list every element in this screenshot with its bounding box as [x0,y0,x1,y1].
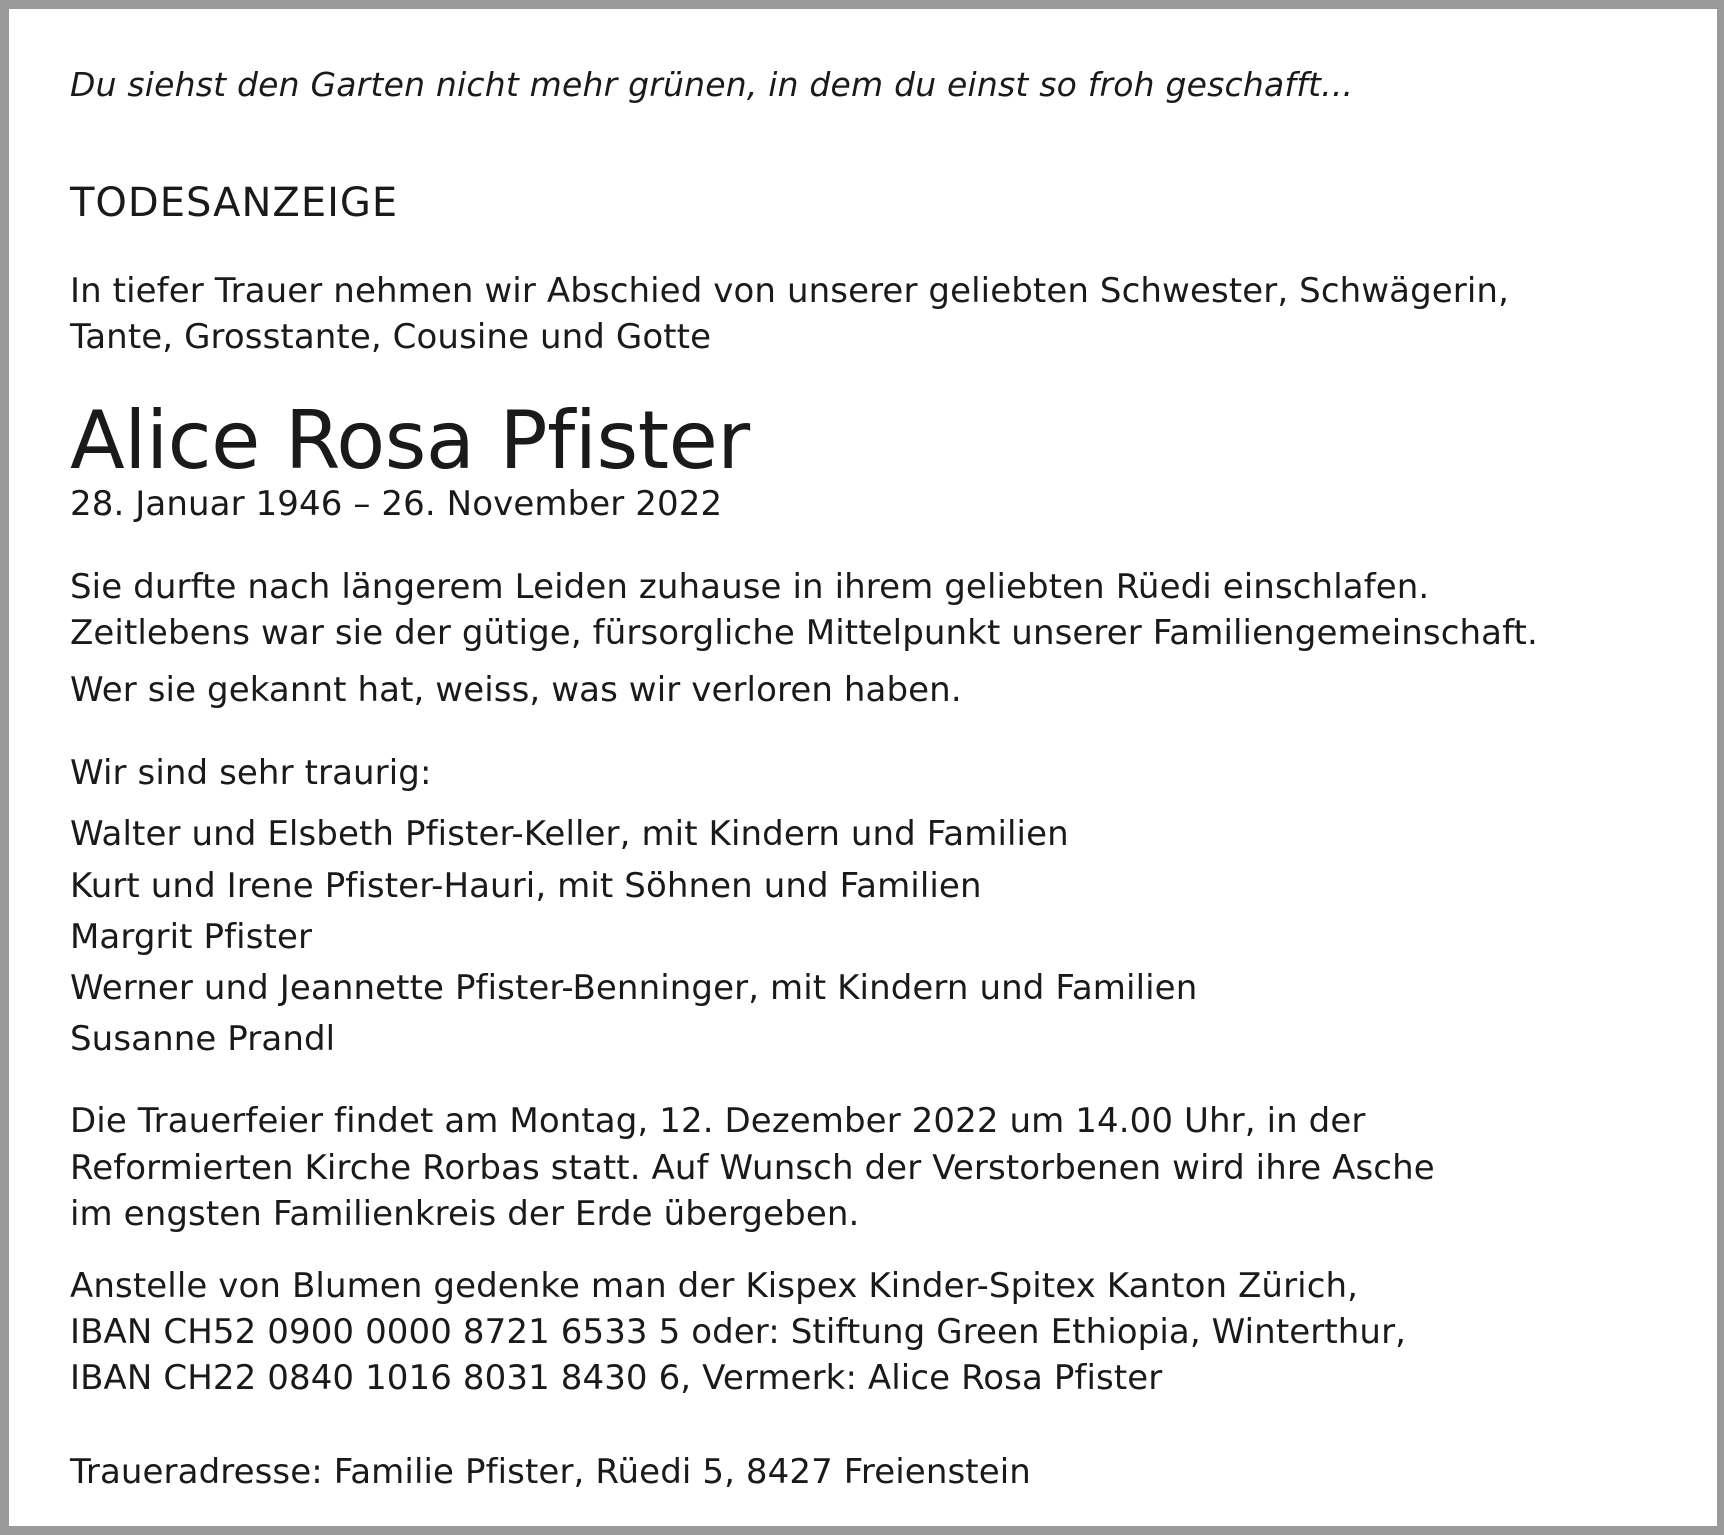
service-line-2: Reformierten Kirche Rorbas statt. Auf Wunsch der Verstorbenen wird ihre Asche [70,1148,1435,1188]
donation-line-2: IBAN CH52 0900 0000 8721 6533 5 oder: Stiftung Green Ethiopia, Winterthur, [70,1312,1407,1352]
service-line-3: im engsten Familienkreis der Erde übergeben. [70,1194,860,1234]
tribute-line-2: Zeitlebens war sie der gütige, fürsorgliche Mittelpunkt unserer Familiengemeinschaft. [70,613,1538,653]
mourner-line: Walter und Elsbeth Pfister-Keller, mit Kindern und Familien [70,814,1069,854]
deceased-dates: 28. Januar 1946 – 26. November 2022 [70,484,723,524]
tribute-line-1: Sie durfte nach längerem Leiden zuhause in ihrem geliebten Rüedi einschlafen. [70,567,1430,607]
mourner-line: Susanne Prandl [70,1019,336,1059]
donation-line-3: IBAN CH22 0840 1016 8031 8430 6, Vermerk: Alice Rosa Pfister [70,1358,1163,1398]
mourner-line: Kurt und Irene Pfister-Hauri, mit Söhnen und Familien [70,866,982,906]
mourner-line: Werner und Jeannette Pfister-Benninger, mit Kindern und Familien [70,968,1198,1008]
mourners-intro: Wir sind sehr traurig: [70,753,432,793]
mourner-line: Margrit Pfister [70,917,313,957]
intro-line-2: Tante, Grosstante, Cousine und Gotte [70,317,712,357]
heading-todesanzeige: TODESANZEIGE [70,180,399,226]
donation-line-1: Anstelle von Blumen gedenke man der Kispex Kinder-Spitex Kanton Zürich, [70,1266,1359,1306]
tribute-line-3: Wer sie gekannt hat, weiss, was wir verloren haben. [70,670,962,710]
service-line-1: Die Trauerfeier findet am Montag, 12. Dezember 2022 um 14.00 Uhr, in der [70,1101,1366,1141]
intro-line-1: In tiefer Trauer nehmen wir Abschied von unserer geliebten Schwester, Schwägerin, [70,271,1509,311]
motto-quote: Du siehst den Garten nicht mehr grünen, in dem du einst so froh geschafft... [70,65,1354,104]
deceased-name: Alice Rosa Pfister [70,394,750,487]
mourning-address: Traueradresse: Familie Pfister, Rüedi 5, 8427 Freienstein [70,1452,1031,1492]
